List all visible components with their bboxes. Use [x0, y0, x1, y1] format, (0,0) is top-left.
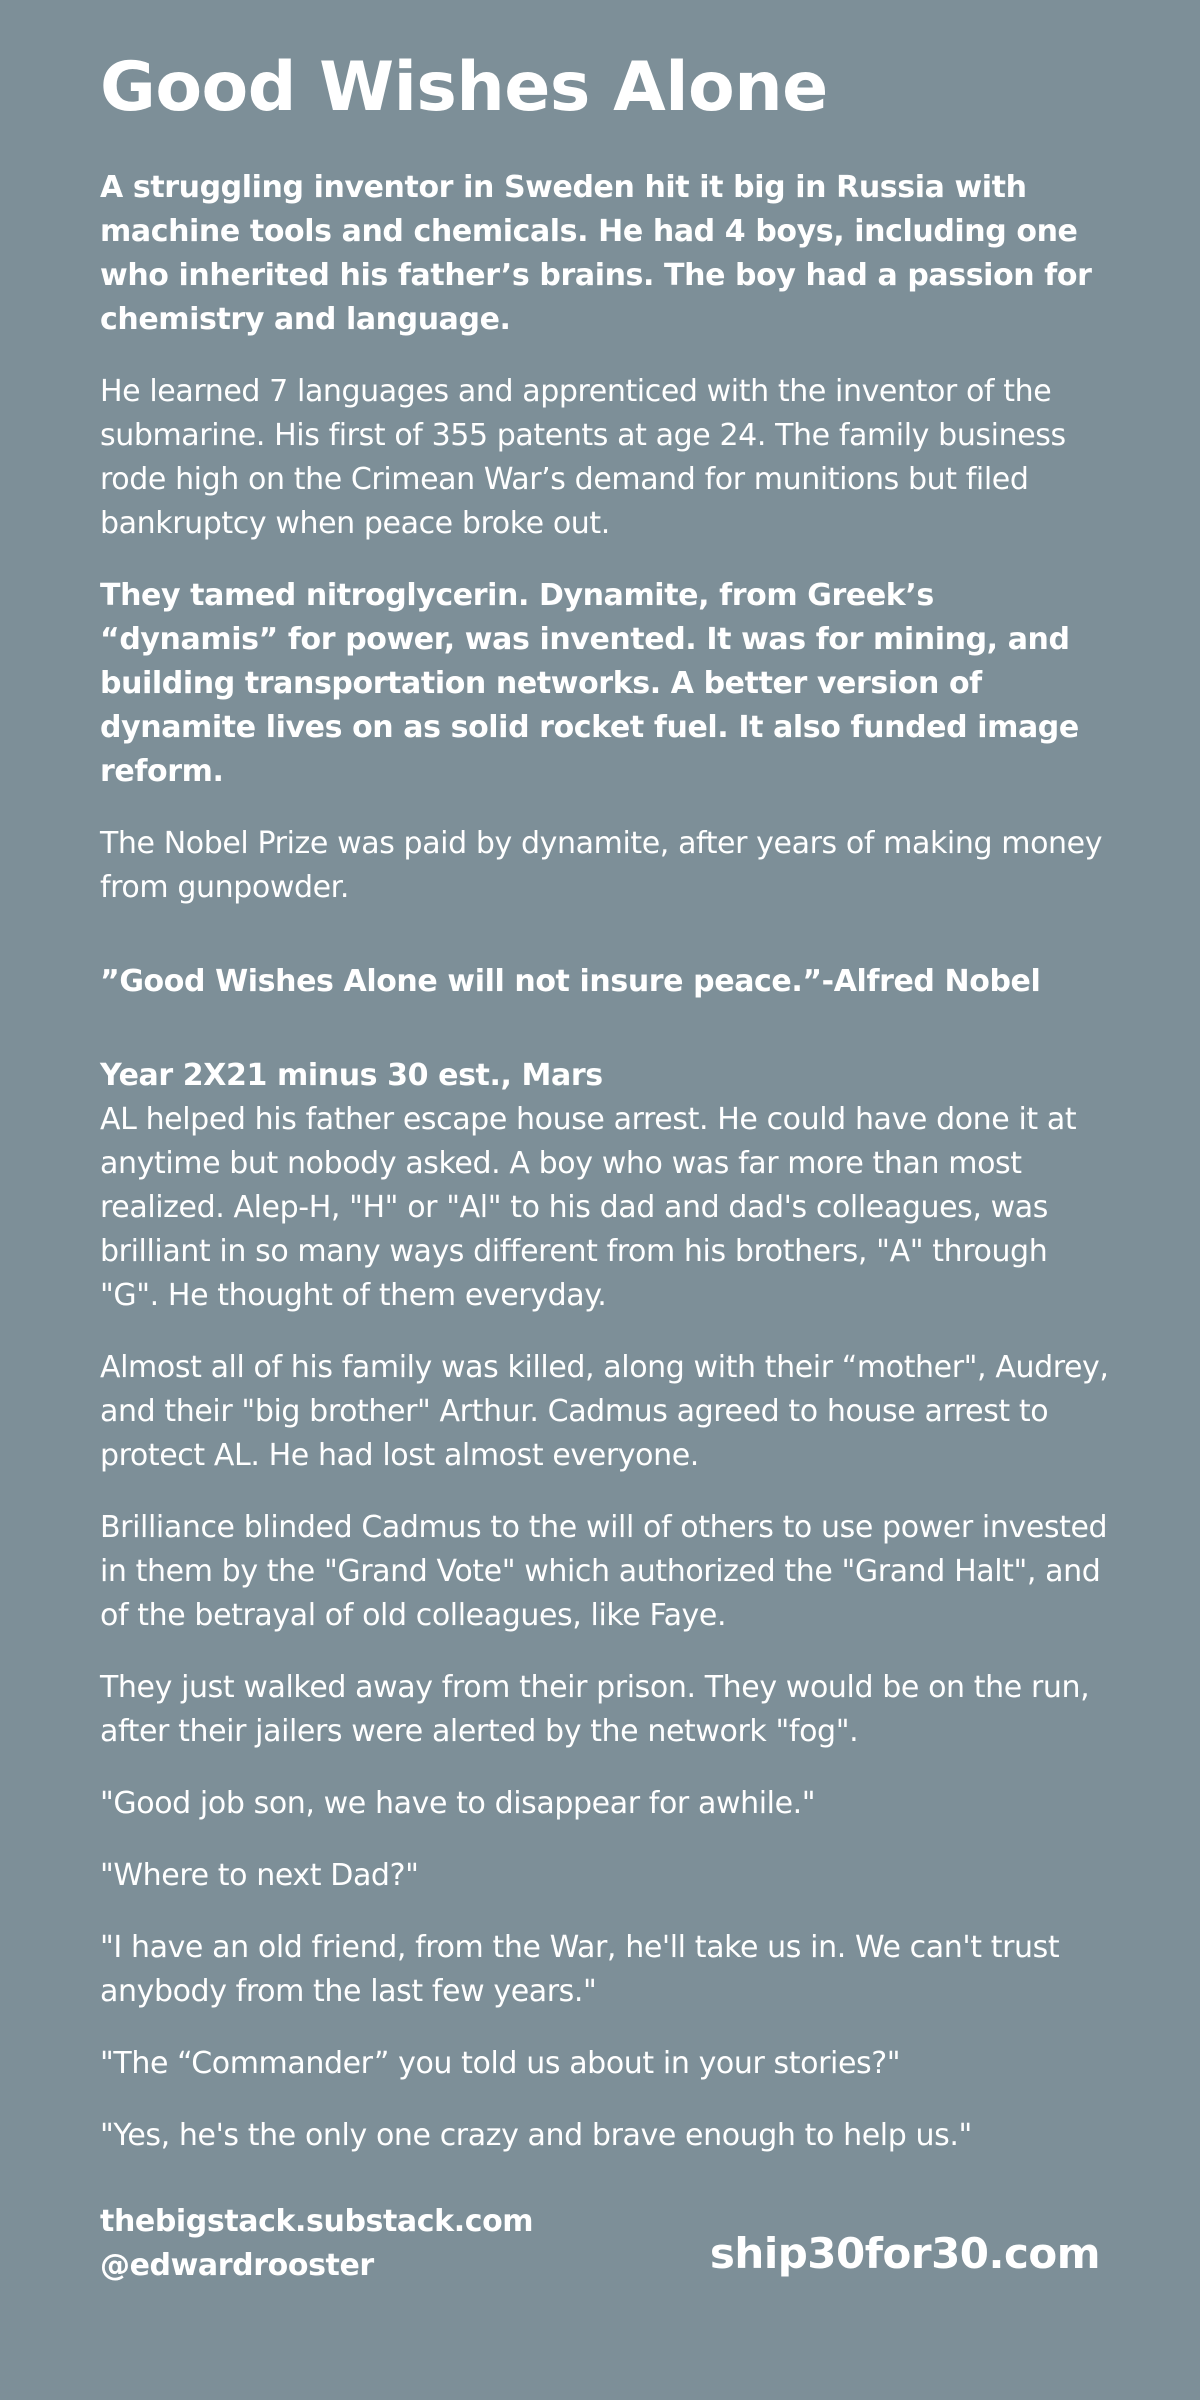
story-paragraph: They just walked away from their prison. They would be on the run, after their jailers were alerted by the network "fog".	[100, 1670, 1090, 1749]
spacer	[100, 1032, 1110, 1054]
footer-credits	[100, 2200, 533, 2288]
intro-paragraph: A struggling inventor in Sweden hit it big in Russia with machine tools and chemicals. He had 4 boys, including one who inherited his father’s brains. The boy had a passion for chemistry and language.	[100, 170, 1092, 337]
body-paragraph: The Nobel Prize was paid by dynamite, after years of making money from gunpowder.	[100, 826, 1103, 905]
dialogue-line: "Good job son, we have to disappear for awhile."	[100, 1786, 816, 1821]
section-heading: Year 2X21 minus 30 est., Mars	[100, 1058, 603, 1093]
body-paragraph: He learned 7 languages and apprenticed with the inventor of the submarine. His first of 355 patents at age 24. The family business rode high on the Crimean War’s demand for munitions but filed bankruptcy when peace broke out.	[100, 374, 1066, 541]
article	[100, 40, 1110, 2186]
spacer	[100, 938, 1110, 960]
footer-handle[interactable]: @edwardrooster	[100, 2248, 374, 2283]
page-title: Good Wishes Alone	[100, 48, 828, 127]
footer-brand-link[interactable]: ship30for30.com	[709, 2229, 1100, 2278]
footer-site-link[interactable]: thebigstack.substack.com	[100, 2204, 534, 2239]
body-paragraph-bold: They tamed nitroglycerin. Dynamite, from Greek’s “dynamis” for power, was invented. It was for mining, and building transportation networks. A better version of dynamite lives on as solid rocket fuel. It also funded image reform.	[100, 578, 1079, 789]
dialogue-line: "The “Commander” you told us about in your stories?"	[100, 2046, 901, 2081]
story-paragraph: Brilliance blinded Cadmus to the will of others to use power invested in them by the "Grand Vote" which authorized the "Grand Halt", and of the betrayal of old colleagues, like Faye.	[100, 1510, 1108, 1633]
dialogue-line: "Where to next Dad?"	[100, 1858, 419, 1893]
story-paragraph: AL helped his father escape house arrest. He could have done it at anytime but nobody asked. A boy who was far more than most realized. Alep-H, "H" or "Al" to his dad and dad's colleagues, was brilliant in so many ways different from his brothers, "A" through "G". He thought of them everyday.	[100, 1102, 1077, 1313]
dialogue-line: "I have an old friend, from the War, he'll take us in. We can't trust anybody from the last few years."	[100, 1930, 1060, 2009]
nobel-quote: ”Good Wishes Alone will not insure peace.”-Alfred Nobel	[100, 964, 1041, 999]
dialogue-line: "Yes, he's the only one crazy and brave enough to help us."	[100, 2118, 972, 2153]
footer	[100, 2200, 1100, 2300]
story-paragraph: Almost all of his family was killed, along with their “mother", Audrey, and their "big brother" Arthur. Cadmus agreed to house arrest to protect AL. He had lost almost everyone.	[100, 1350, 1109, 1473]
